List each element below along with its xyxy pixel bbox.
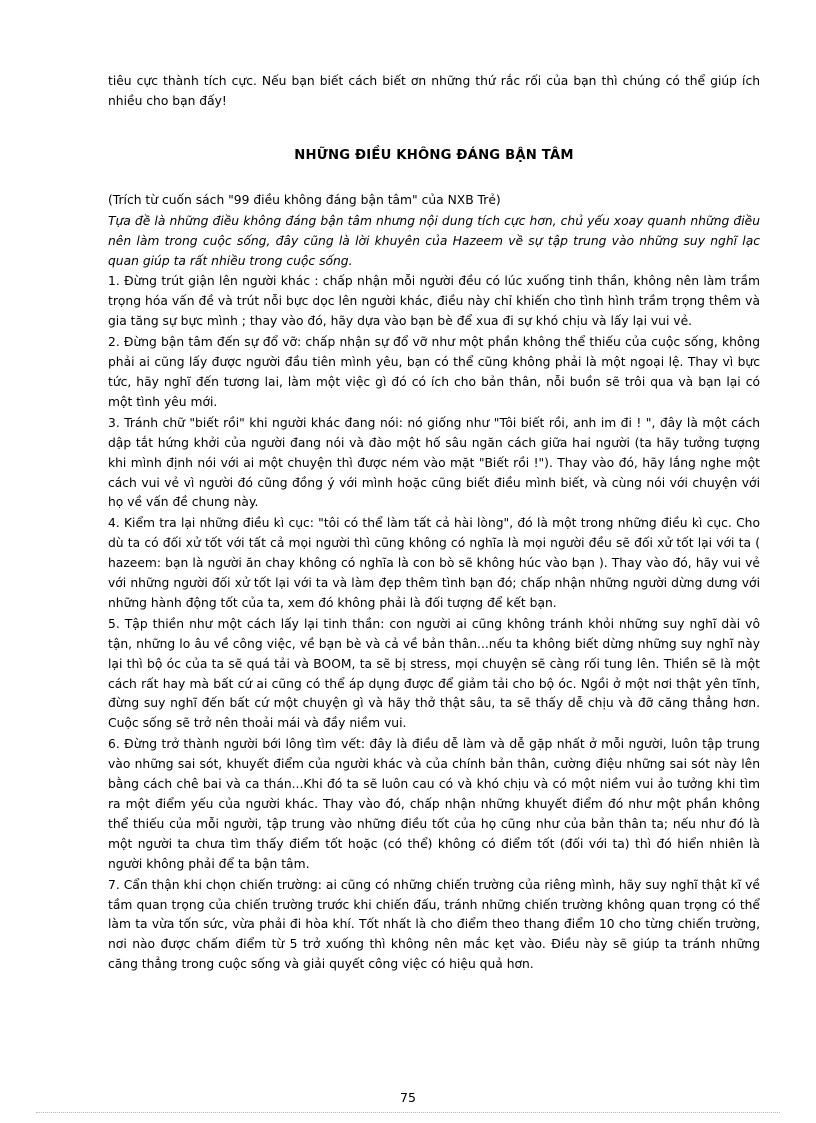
page-title: NHỮNG ĐIỀU KHÔNG ĐÁNG BẬN TÂM bbox=[294, 147, 574, 163]
page-number: 75 bbox=[400, 1090, 416, 1105]
list-item: 5. Tập thiền như một cách lấy lại tinh thần: con người ai cũng không tránh khỏi những suy nghĩ dài vô tận, những lo âu về công việc, về bạn bè và cả về bản thân...nếu ta không biết dừng những suy nghĩ này lại thì bộ óc của ta sẽ quá tải và BOOM, ta sẽ bị stress, mọi chuyện sẽ càng rối tung lên. Thiền sẽ là một cách rất hay mà bất cứ ai cũng có thể áp dụng được để giảm tải cho bộ óc. Ngồi ở một nơi thật yên tĩnh, đừng suy nghĩ đến bất cứ một chuyện gì và hãy thở thật sâu, ta sẽ thấy dễ chịu và đỡ căng thẳng hơn. Cuộc sống sẽ trở nên thoải mái và đầy niềm vui. bbox=[108, 616, 760, 731]
list-item: 1. Đừng trút giận lên người khác : chấp nhận mỗi người đều có lúc xuống tinh thần, không nên làm trầm trọng hóa vấn đề và trút nỗi bực dọc lên người khác, điều này chỉ khiến cho tình hình trầm trọng thêm và gia tăng sự bực mình ; thay vào đó, hãy dựa vào bạn bè để xua đi sự khó chịu và lấy lại vui vẻ. bbox=[108, 274, 760, 329]
list-item: 2. Đừng bận tâm đến sự đổ vỡ: chấp nhận sự đổ vỡ như một phần không thể thiếu của cuộc sống, không phải ai cũng lấy được người đầu tiên mình yêu, bạn có thể cũng không phải là một ngoại lệ. Thay vì bực tức, hãy nghĩ đến tương lai, làm một việc gì đó có ích cho bản thân, nỗi buồn sẽ trôi qua và bạn lại có một tình yêu mới. bbox=[108, 335, 760, 409]
list-item: 3. Tránh chữ "biết rồi" khi người khác đang nói: nó giống như "Tôi biết rồi, anh im đi ! ", đây là một cách dập tắt hứng khởi của người đang nói và đào một hố sâu ngăn cách giữa hai người (ta hãy tưởng tượng khi mình định nói với ai một chuyện thì được ném vào mặt "Biết rồi !"). Thay vào đó, hãy lắng nghe một cách vui vẻ vì người đó cũng đồng ý với mình hoặc cũng biết điều mình biết, và cùng nói với chuyện với họ về vấn đề chung này. bbox=[108, 415, 760, 510]
list-item: 7. Cẩn thận khi chọn chiến trường: ai cũng có những chiến trường của riêng mình, hãy suy nghĩ thật kĩ về tầm quan trọng của chiến trường trước khi chiến đấu, tránh những chiến trường không quan trọng có thể làm ta vừa tốn sức, vừa phải đi hòa khí. Tốt nhất là cho điểm theo thang điểm 10 cho từng chiến trường, nơi nào được chấm điểm từ 5 trở xuống thì không nên mắc kẹt vào. Điều này sẽ giúp ta tránh những căng thẳng trong cuộc sống và giải quyết công việc có hiệu quả hơn. bbox=[108, 877, 760, 972]
list-item: 4. Kiểm tra lại những điều kì cục: "tôi có thể làm tất cả hài lòng", đó là một trong những điều kì cục. Cho dù ta có đối xử tốt với tất cả mọi người thì cũng không có nghĩa là mọi người đều sẽ đối xử tốt lại với ta ( hazeem: bạn là người ăn chay không có nghĩa là con bò sẽ không húc vào bạn ). Thay vào đó, hãy vui vẻ với những người đối xử tốt lại với ta và làm đẹp thêm tình bạn đó; chấp nhận những người dừng dưng với những hành động tốt của ta, xem đó không phải là đối tượng để kết bạn. bbox=[108, 516, 760, 610]
footer-divider bbox=[36, 1112, 780, 1113]
lead-italic-paragraph: Tựa đề là những điều không đáng bận tâm nhưng nội dung tích cực hơn, chủ yếu xoay quanh những điều nên làm trong cuộc sống, đây cũng là lời khuyên của Hazeem về sự tập trung vào những suy nghĩ lạc quan giúp ta rất nhiều trong cuộc sống. bbox=[108, 213, 760, 268]
list-item: 6. Đừng trở thành người bới lông tìm vết: đây là điều dễ làm và dễ gặp nhất ở mỗi người, luôn tập trung vào những sai sót, khuyết điểm của người khác và của chính bản thân, cường điệu những sai sót này lên bằng cách chê bai và ca thán...Khi đó ta sẽ luôn cau có và khó chịu và có một niềm vui ảo tưởng khi tìm ra một điểm yếu của người khác. Thay vào đó, chấp nhận những khuyết điểm đó như một phần không thể thiếu của mỗi người, tập trung vào những điều tốt của họ cũng như của bản thân ta; nếu như đó là một người ta chưa tìm thấy điểm tốt hoặc (có thể) không có điểm tốt (đối với ta) thì đó hiển nhiên là người không phải để ta bận tâm. bbox=[108, 737, 760, 871]
document-body bbox=[108, 72, 760, 976]
intro-paragraph: tiêu cực thành tích cực. Nếu bạn biết cách biết ơn những thứ rắc rối của bạn thì chúng có thể giúp ích nhiều cho bạn đấy! bbox=[108, 74, 760, 108]
source-line: (Trích từ cuốn sách "99 điều không đáng bận tâm" của NXB Trẻ) bbox=[108, 192, 501, 207]
